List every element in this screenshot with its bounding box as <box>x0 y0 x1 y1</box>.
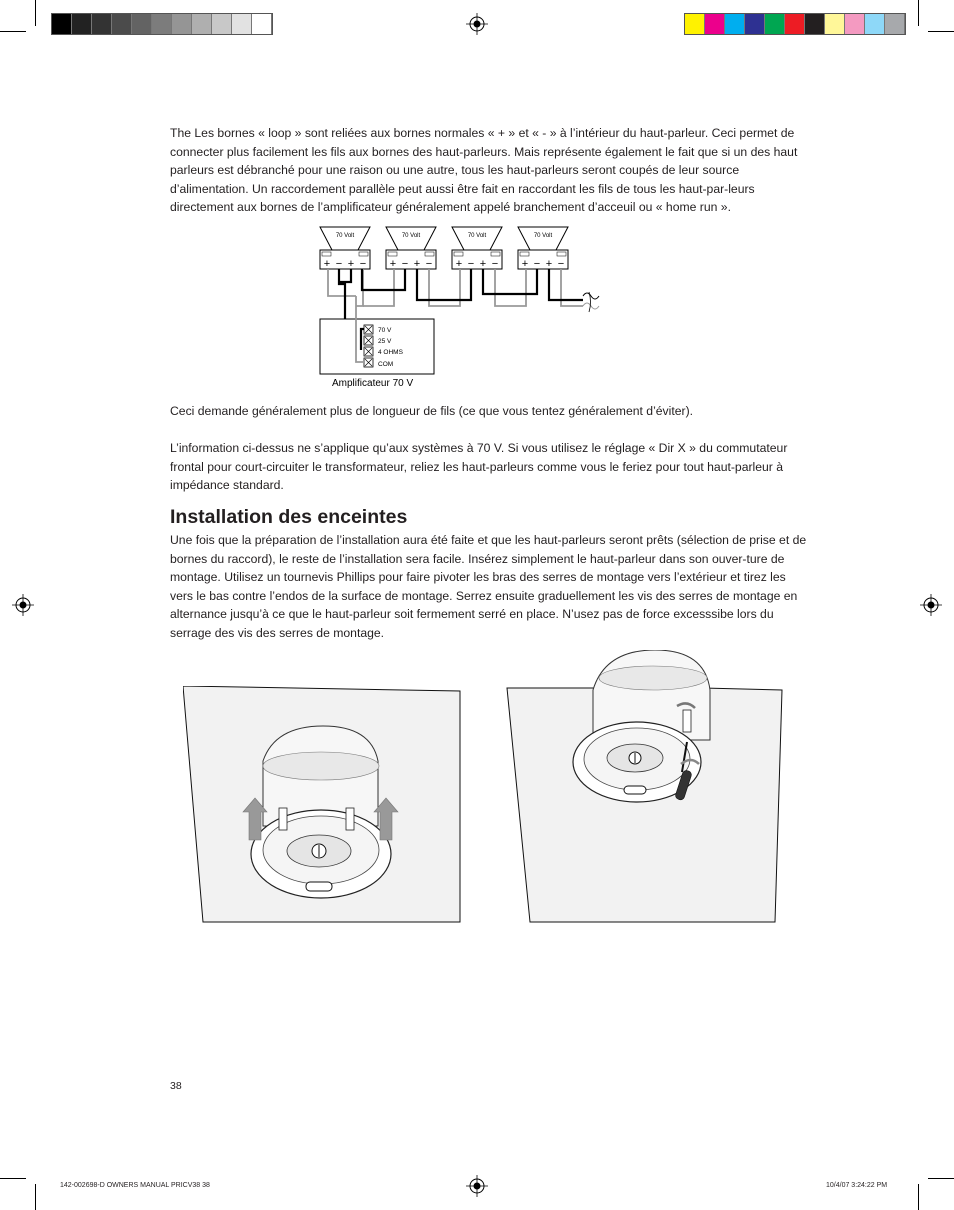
grayscale-swatch <box>52 14 72 34</box>
registration-mark-icon <box>920 594 942 616</box>
grayscale-swatch <box>212 14 232 34</box>
grayscale-swatch <box>72 14 92 34</box>
speaker-label: 70 Volt <box>401 233 421 239</box>
speaker-label: 70 Volt <box>467 233 487 239</box>
terminal-minus: − <box>359 258 367 270</box>
wiring-diagram <box>315 222 605 394</box>
terminal-plus: + <box>455 258 463 270</box>
terminal-minus: − <box>401 258 409 270</box>
crop-mark <box>0 1178 26 1179</box>
terminal-plus: + <box>413 258 421 270</box>
grayscale-swatch <box>132 14 152 34</box>
registration-mark-icon <box>466 13 488 35</box>
registration-mark-icon <box>12 594 34 616</box>
color-swatch <box>845 14 865 34</box>
speaker-install-illustration-1 <box>183 686 463 926</box>
terminal-minus: − <box>557 258 565 270</box>
paragraph-70v-note: L’information ci-dessus ne s’applique qu’aux systèmes à 70 V. Si vous utilisez le réglage « Dir X » du commutateur frontal pour court-circuiter le transformateur, reliez les haut-parleurs comme vous le feriez pour tout haut-parleur à impédance standard. <box>170 441 788 493</box>
section-heading: Installation des enceintes <box>170 506 408 528</box>
color-swatch <box>705 14 725 34</box>
speaker-4 <box>518 227 568 270</box>
crop-mark <box>0 31 26 32</box>
terminal-minus: − <box>425 258 433 270</box>
crop-mark <box>928 1178 954 1179</box>
grayscale-swatch <box>172 14 192 34</box>
grayscale-swatch <box>92 14 112 34</box>
registration-mark-icon <box>466 1175 488 1197</box>
terminal-plus: + <box>389 258 397 270</box>
terminal-plus: + <box>545 258 553 270</box>
crop-mark <box>35 1184 36 1210</box>
terminal-minus: − <box>533 258 541 270</box>
color-calibration-bar <box>684 13 906 35</box>
color-swatch <box>825 14 845 34</box>
terminal-plus: + <box>347 258 355 270</box>
crop-mark <box>918 1184 919 1210</box>
footer-date-time: 10/4/07 3:24:22 PM <box>826 1182 888 1189</box>
amp-terminal-label: 4 OHMS <box>378 349 403 356</box>
grayscale-swatch <box>232 14 252 34</box>
crop-mark <box>918 0 919 26</box>
crop-mark <box>35 0 36 26</box>
speaker-install-illustration-2 <box>505 650 790 925</box>
speaker-3 <box>452 227 502 270</box>
color-swatch <box>725 14 745 34</box>
terminal-plus: + <box>479 258 487 270</box>
page-number: 38 <box>170 1080 182 1092</box>
color-swatch <box>865 14 885 34</box>
color-swatch <box>765 14 785 34</box>
grayscale-calibration-bar <box>51 13 273 35</box>
crop-mark <box>928 31 954 32</box>
amp-terminal-label: 25 V <box>378 338 392 345</box>
grayscale-swatch <box>152 14 172 34</box>
amp-terminal-label: 70 V <box>378 327 392 334</box>
color-swatch <box>885 14 905 34</box>
speaker-2 <box>386 227 436 270</box>
color-swatch <box>785 14 805 34</box>
amplifier-caption: Amplificateur 70 V <box>332 378 414 389</box>
terminal-plus: + <box>521 258 529 270</box>
terminal-minus: − <box>467 258 475 270</box>
speaker-label: 70 Volt <box>533 233 553 239</box>
footer-file-name: 142-002698-D OWNERS MANUAL PRICV38 38 <box>60 1182 210 1189</box>
color-swatch <box>685 14 705 34</box>
speaker-1 <box>320 227 370 270</box>
terminal-plus: + <box>323 258 331 270</box>
terminal-minus: − <box>491 258 499 270</box>
grayscale-swatch <box>252 14 272 34</box>
speaker-label: 70 Volt <box>335 233 355 239</box>
paragraph-wire-length: Ceci demande généralement plus de longueur de fils (ce que vous tentez généralement d’éviter). <box>170 404 694 418</box>
amplifier-box <box>320 319 434 374</box>
install-paragraph: Une fois que la préparation de l’installation aura été faite et que les haut-parleurs seront prêts (sélection de prise et de bornes du raccord), le reste de l’installation sera facile. Insérez simplement le haut-parleur dans son ouver-ture de montage. Utilisez un tournevis Phillips pour faire pivoter les bras des serres de montage vers l’extérieur et tirez les vers le bas contre l’endos de la surface de montage. Serrez ensuite graduellement les vis des serres de montage en alternance jusqu’à ce que le haut-parleur soit fermement serré en place. N’usez pas de force excesssibe lors du serrage des vis des serres de montage. <box>170 533 807 640</box>
grayscale-swatch <box>112 14 132 34</box>
terminal-minus: − <box>335 258 343 270</box>
grayscale-swatch <box>192 14 212 34</box>
color-swatch <box>805 14 825 34</box>
intro-paragraph: The Les bornes « loop » sont reliées aux bornes normales « + » et « - » à l’intérieur du haut-parleur. Ceci permet de connecter plus facilement les fils aux bornes des haut-parleurs. Mais représente également le fait que si un des haut parleurs est débranché pour une raison ou une autre, tous les haut-parleurs seront coupés de leur source d’alimentation. Un raccordement parallèle peut aussi être fait en raccordant les fils de tous les haut-par-leurs directement aux bornes de l’amplificateur généralement appelé branchement d’acceuil ou « home run ». <box>170 126 798 215</box>
amp-terminal-label: COM <box>378 361 394 368</box>
color-swatch <box>745 14 765 34</box>
